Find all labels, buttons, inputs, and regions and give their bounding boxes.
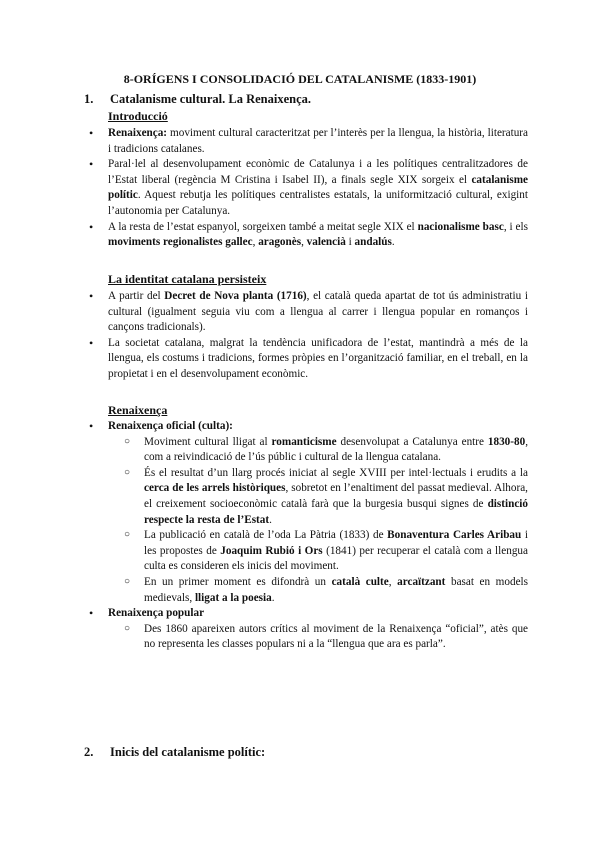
list-item: • Renaixença popular [84, 606, 528, 622]
section-1-number: 1. [84, 92, 94, 106]
section-2-heading [84, 745, 265, 760]
identitat-list [84, 289, 528, 383]
renaixenca-list [84, 419, 528, 653]
list-item: • Renaixença oficial (culta): [84, 419, 528, 435]
section-2-title: Inicis del catalanisme polític: [110, 745, 266, 759]
document-title: 8-ORÍGENS I CONSOLIDACIÓ DEL CATALANISME (1833-1901) [123, 72, 477, 86]
renaixenca-heading: Renaixença [108, 403, 168, 417]
sub-list-item: ○ La publicació en català de l’oda La Pàtria (1833) de Bonaventura Carles Aribau i les propostes de Joaquim Rubió i Ors (1841) per recuperar el català com a llengua culta es consideren els inicis del moviment. [120, 528, 528, 575]
sub-list-item: ○ És el resultat d’un llarg procés iniciat al segle XVIII per intel·lectuals i erudits a la cerca de les arrels històriques, sobretot en l’enaltiment del passat medieval. Alhora, el creixement socioeconòmic català farà que la burgesia busqui signes de distinció respecte la resta de l’Estat. [120, 466, 528, 528]
section-1-title: Catalanisme cultural. La Renaixença. [110, 92, 312, 106]
section-1-heading [84, 92, 311, 107]
intro-heading: Introducció [108, 109, 168, 123]
list-item: • La societat catalana, malgrat la tendència unificadora de l’estat, mantindrà a més de la llengua, els costums i tradicions, formes pròpies en l’organització familiar, en el treball, en la propietat i en el desenvolupament econòmic. [84, 336, 528, 383]
list-item: • A la resta de l’estat espanyol, sorgeixen també a meitat segle XIX el nacionalisme basc, i els moviments regionalistes gallec, aragonès, valencià i andalús. [84, 220, 528, 251]
sub-list-item: ○ Des 1860 apareixen autors crítics al moviment de la Renaixença “oficial”, atès que no representa les classes populars ni a la “llengua que ara es parla”. [120, 622, 528, 653]
intro-list [84, 126, 528, 251]
sub-list-item: ○ En un primer moment es difondrà un català culte, arcaïtzant basat en models medievals, lligat a la poesia. [120, 575, 528, 606]
identitat-heading: La identitat catalana persisteix [108, 272, 267, 286]
list-item: • Paral·lel al desenvolupament econòmic de Catalunya i a les polítiques centralitzadores de l’Estat liberal (regència M Cristina i Isabel II), a finals segle XIX sorgeix el catalanisme polític. Aquest rebutja les polítiques centralistes estatals, la uniformització cultural, exigint l’autonomia per Catalunya. [84, 157, 528, 219]
list-item: • A partir del Decret de Nova planta (1716), el català queda apartat de tot ús administratiu i cultural (igualment seguia viu com a llengua al carrer i llengua popular en romanços i cançons tradicionals). [84, 289, 528, 336]
list-item: • Renaixença: moviment cultural caracteritzat per l’interès per la llengua, la història, literatura i tradicions catalanes. [84, 126, 528, 157]
sub-list-item: ○ Moviment cultural lligat al romanticisme desenvolupat a Catalunya entre 1830-80, com a reivindicació de l’ús públic i cultural de la llengua catalana. [120, 435, 528, 466]
section-2-number: 2. [84, 745, 94, 759]
